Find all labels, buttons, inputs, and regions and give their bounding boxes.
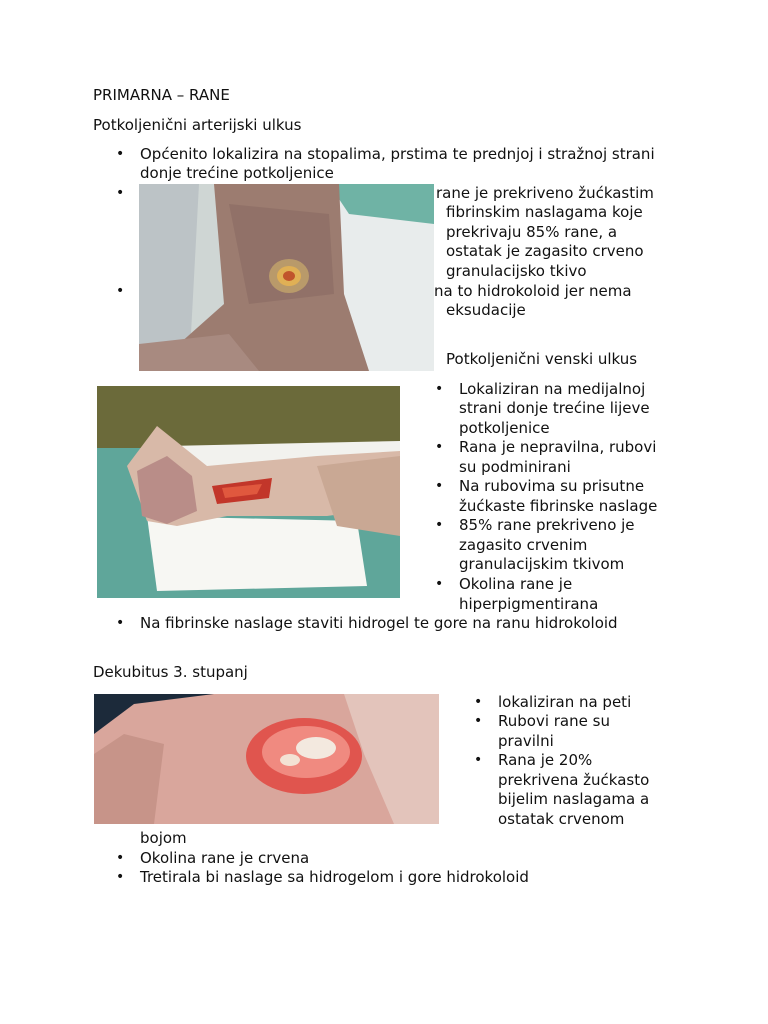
bullet-text: na to hidrokoloid jer nema: [434, 282, 632, 300]
venous-ulcer-photo: [97, 386, 400, 598]
section-heading-pressure-ulcer: Dekubitus 3. stupanj: [93, 663, 248, 681]
page-title: PRIMARNA – RANE: [93, 86, 230, 104]
bullet-text: hiperpigmentirana: [459, 595, 599, 613]
bullet-text: donje trećine potkoljenice: [140, 164, 334, 182]
bullet-marker: •: [435, 478, 444, 494]
bullet-text: Lokaliziran na medijalnoj: [459, 380, 646, 398]
bullet-text: potkoljenice: [459, 419, 550, 437]
bullet-text: Tretirala bi naslage sa hidrogelom i gore hidrokoloid: [140, 868, 529, 886]
bullet-text: ostatak je zagasito crveno: [446, 242, 644, 260]
pressure-ulcer-photo: [94, 694, 439, 824]
bullet-marker: •: [474, 694, 483, 710]
bullet-marker: •: [435, 439, 444, 455]
bullet-text: strani donje trećine lijeve: [459, 399, 650, 417]
bullet-text: 85% rane prekriveno je: [459, 516, 635, 534]
bullet-text: ostatak crvenom: [498, 810, 625, 828]
bullet-marker: •: [116, 146, 125, 162]
bullet-text: bijelim naslagama a: [498, 790, 650, 808]
bullet-marker: •: [116, 185, 125, 201]
bullet-text: fibrinskim naslagama koje: [446, 203, 643, 221]
bullet-text: rane je prekriveno žućkastim: [436, 184, 654, 202]
bullet-text: Općenito lokalizira na stopalima, prstima te prednjoj i stražnoj strani: [140, 145, 655, 163]
bullet-text: Na rubovima su prisutne: [459, 477, 645, 495]
bullet-text: Rubovi rane su: [498, 712, 610, 730]
bullet-marker: •: [435, 576, 444, 592]
bullet-text: pravilni: [498, 732, 554, 750]
bullet-marker: •: [474, 752, 483, 768]
bullet-text: Rana je 20%: [498, 751, 593, 769]
bullet-text: lokaliziran na peti: [498, 693, 632, 711]
bullet-text: Rana je nepravilna, rubovi: [459, 438, 657, 456]
section-heading-venous-ulcer: Potkoljenični venski ulkus: [446, 350, 638, 368]
bullet-text: prekrivaju 85% rane, a: [446, 223, 618, 241]
bullet-text: žućkaste fibrinske naslage: [459, 497, 658, 515]
bullet-text: zagasito crvenim: [459, 536, 588, 554]
bullet-text: granulacijskim tkivom: [459, 555, 625, 573]
bullet-text: eksudacije: [446, 301, 526, 319]
bullet-text: su podminirani: [459, 458, 571, 476]
bullet-marker: •: [116, 850, 125, 866]
bullet-continuation: bojom: [140, 829, 187, 847]
bullet-marker: •: [474, 713, 483, 729]
bullet-marker: •: [116, 615, 125, 631]
bullet-marker: •: [116, 283, 125, 299]
bullet-text: granulacijsko tkivo: [446, 262, 587, 280]
bullet-text: Na fibrinske naslage staviti hidrogel te gore na ranu hidrokoloid: [140, 614, 618, 632]
bullet-text: Okolina rane je: [459, 575, 573, 593]
bullet-marker: •: [435, 381, 444, 397]
section-heading-arterial-ulcer: Potkoljenični arterijski ulkus: [93, 116, 302, 134]
bullet-marker: •: [435, 517, 444, 533]
bullet-marker: •: [116, 869, 125, 885]
arterial-ulcer-photo: [139, 184, 434, 371]
bullet-text: prekrivena žućkasto: [498, 771, 650, 789]
bullet-text: Okolina rane je crvena: [140, 849, 310, 867]
